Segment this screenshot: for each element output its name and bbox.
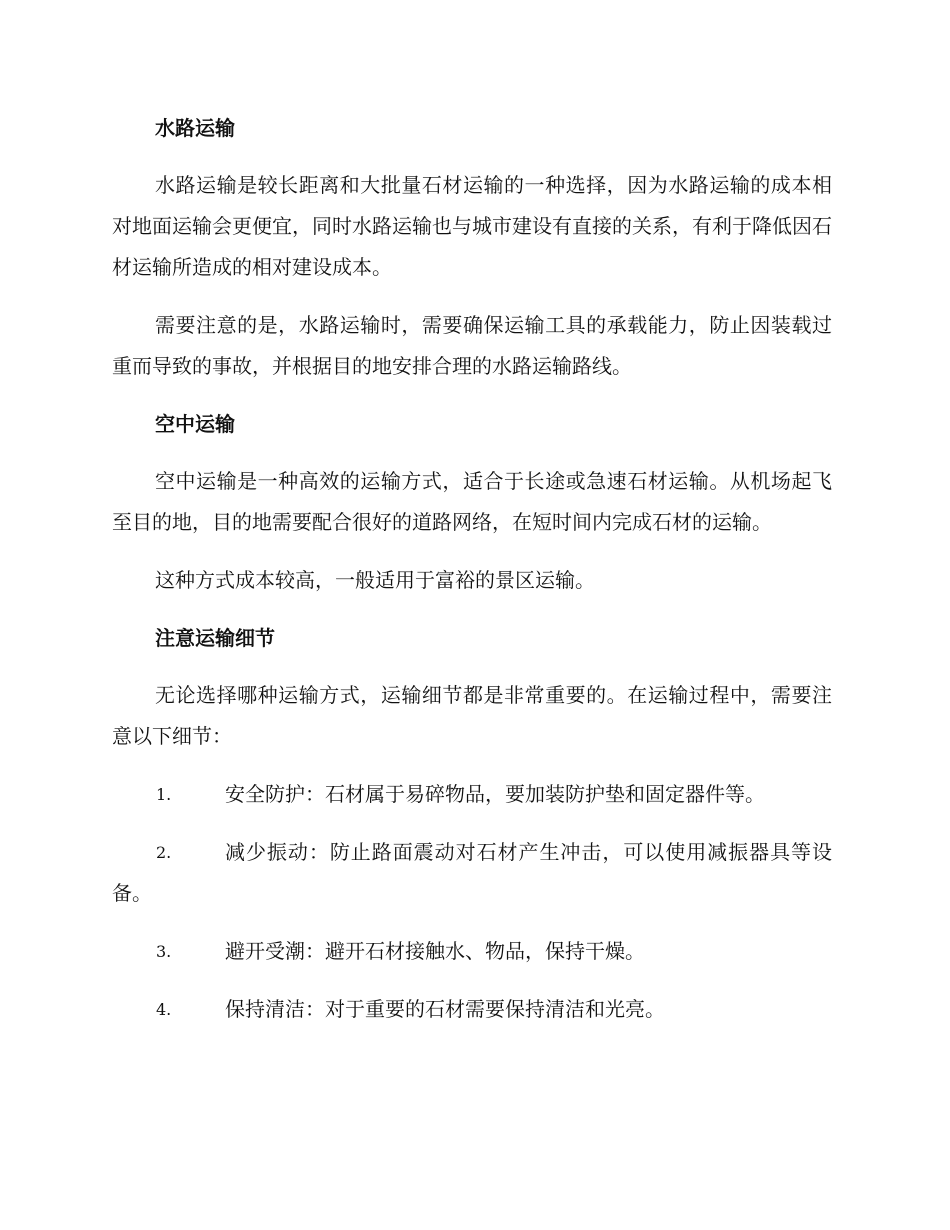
list-item-text: 安全防护：石材属于易碎物品，要加装防护垫和固定器件等。	[225, 782, 765, 806]
list-item	[112, 989, 832, 1030]
paragraph: 这种方式成本较高，一般适用于富裕的景区运输。	[155, 568, 595, 592]
list-item	[112, 774, 832, 815]
list-number: 4.	[156, 1000, 172, 1019]
document-page	[112, 108, 832, 1047]
paragraph: 需要注意的是，水路运输时，需要确保运输工具的承载能力，防止因装载过重而导致的事故，并根据目的地安排合理的水路运输路线。	[112, 313, 832, 378]
list-item-text: 减少振动：防止路面震动对石材产生冲击，可以使用减振器具等设备。	[112, 840, 832, 905]
section-heading-air-transport: 空中运输	[155, 412, 235, 436]
list-number: 1.	[156, 785, 172, 804]
paragraph: 空中运输是一种高效的运输方式，适合于长途或急速石材运输。从机场起飞至目的地，目的地需要配合很好的道路网络，在短时间内完成石材的运输。	[112, 469, 832, 534]
paragraph: 无论选择哪种运输方式，运输细节都是非常重要的。在运输过程中，需要注意以下细节：	[112, 683, 832, 748]
list-item	[112, 931, 832, 972]
list-item-text: 避开受潮：避开石材接触水、物品，保持干燥。	[225, 939, 645, 963]
section-heading-transport-details: 注意运输细节	[155, 626, 275, 650]
section-heading-water-transport: 水路运输	[155, 116, 235, 140]
list-number: 2.	[156, 843, 172, 862]
list-number: 3.	[156, 942, 172, 961]
paragraph: 水路运输是较长距离和大批量石材运输的一种选择，因为水路运输的成本相对地面运输会更便宜，同时水路运输也与城市建设有直接的关系，有利于降低因石材运输所造成的相对建设成本。	[112, 173, 832, 279]
list-item	[112, 832, 832, 914]
list-item-text: 保持清洁：对于重要的石材需要保持清洁和光亮。	[225, 997, 665, 1021]
